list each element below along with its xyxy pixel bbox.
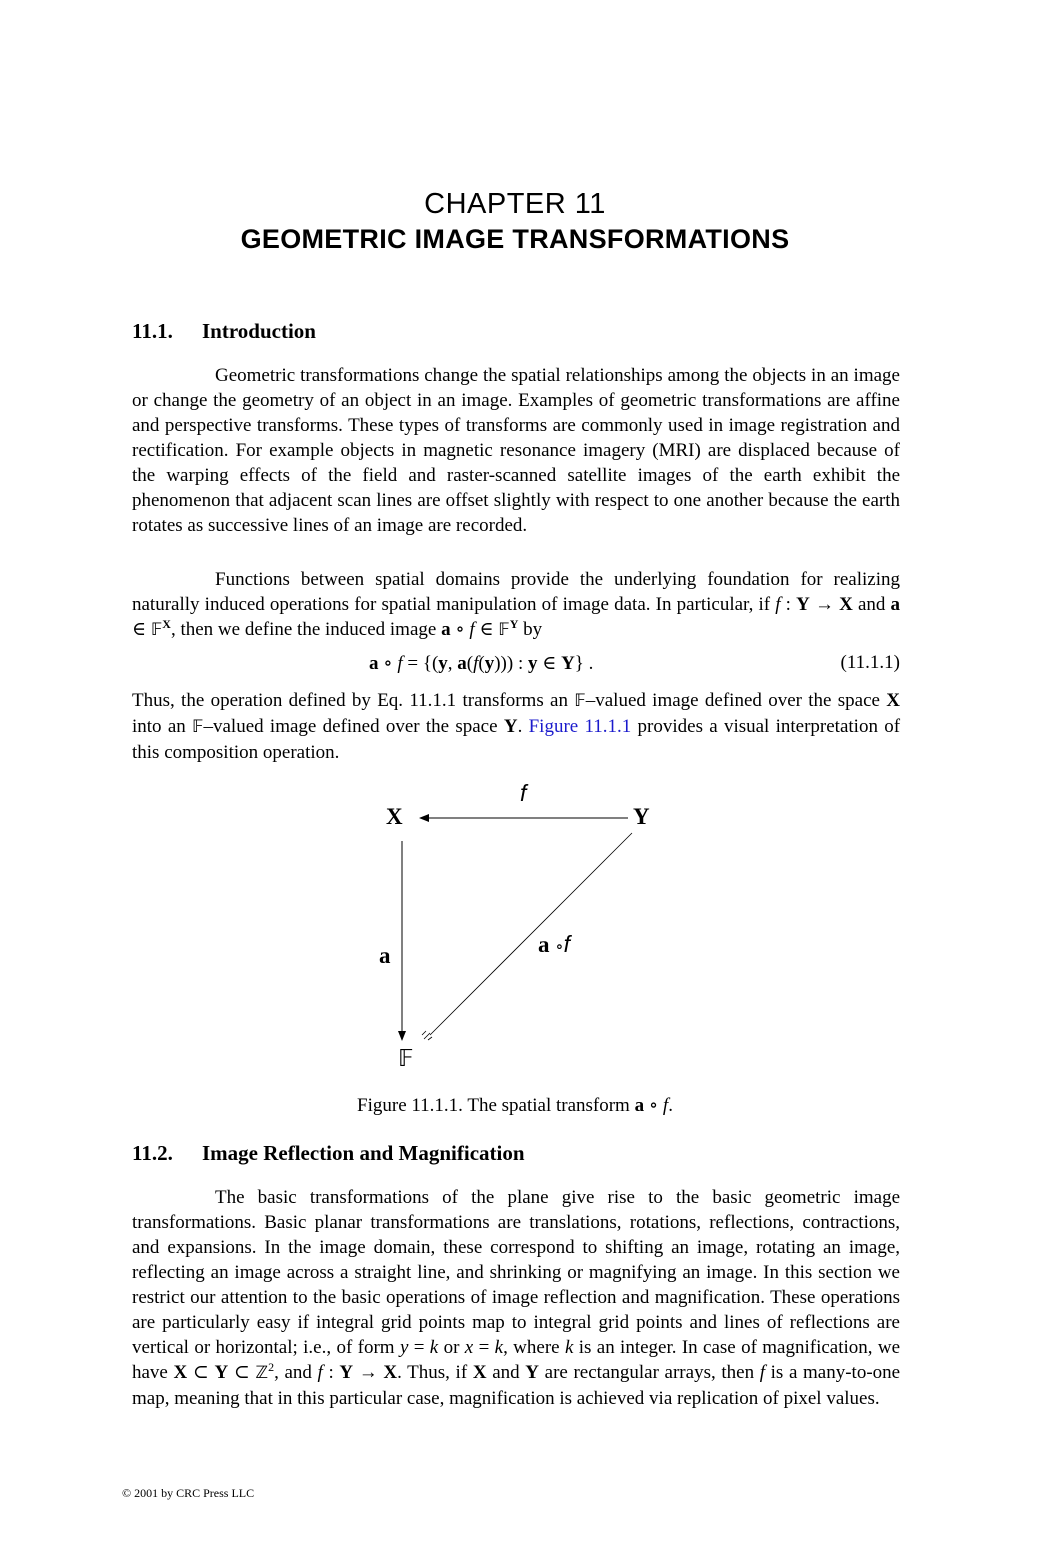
label-composite-f: f xyxy=(563,931,570,957)
diagram-arrows xyxy=(360,775,680,1085)
paragraph: Functions between spatial domains provide the underlying foundation for realizing naturally induced operations for spatial manipulation of image data. In particular, if f : Y → X and a ∈ 𝔽$^X$, then we define the induced image a ∘ f ∈ 𝔽$^Y$ by xyxy=(132,569,901,640)
section-number: 11.1. xyxy=(132,319,173,343)
paragraph-text: , where xyxy=(503,1337,560,1358)
dotted-arrowhead xyxy=(422,1031,432,1040)
paragraph-text: into an xyxy=(132,716,186,737)
paragraph-text: and xyxy=(492,1362,520,1383)
label-a-compose-f: a ∘f xyxy=(538,931,570,957)
paragraph-text: are rectangular arrays, then xyxy=(544,1362,755,1383)
section-title: Image Reflection and Magnification xyxy=(202,1141,525,1165)
label-f: f xyxy=(520,780,527,806)
chapter-title: GEOMETRIC IMAGE TRANSFORMATIONS xyxy=(240,224,790,254)
label-F: 𝔽 xyxy=(398,1045,414,1071)
paragraph-text: and xyxy=(857,594,886,615)
caption-text: Figure 11.1.1. The spatial transform xyxy=(357,1095,630,1116)
commutative-diagram xyxy=(360,775,680,1085)
paragraph xyxy=(132,363,900,538)
paragraph-text: , and xyxy=(274,1362,312,1383)
paragraph: The basic transformations of the plane give rise to the basic geometric image transformations. Basic planar transformations are translations, rotations, reflections, contractions, and expansions. In the image domain, these correspond to shifting an image, rotating an image, reflecting an image across a straight line, and shrinking or magnifying an image. In this section we restrict our attention to the basic operations of image reflection and magnification. These operations are particularly easy if integral grid points map to integral grid points and lines of reflections are vertical or horizontal; i.e., of form y = k or x = k, where k is an integer. In case of magnification, we have X ⊂ Y ⊂ ℤ$^2$, and f : Y → X. Thus, if X and Y are rectangular arrays, then f is a many-to-one map, meaning that in this particular case, magnification is achieved via replication of pixel values. xyxy=(132,1187,901,1409)
paragraph-text: or xyxy=(443,1337,460,1358)
figure-caption: Figure 11.1.1. The spatial transform a ∘ f. xyxy=(357,1095,673,1116)
paragraph-text: provides a visual interpretation of this composition operation. xyxy=(132,716,901,763)
paragraph-text: . Thus, if xyxy=(397,1362,468,1383)
paragraph-text: is an integer. In case of magnification, we have xyxy=(132,1337,901,1383)
paragraph-text: f xyxy=(759,1362,765,1383)
caption-a: a xyxy=(634,1095,645,1116)
section-heading-introduction xyxy=(132,319,316,344)
equation-body: a ∘ f = {(y, a(f(y))) : y ∈ Y} . xyxy=(369,653,594,674)
label-X: X xyxy=(386,804,403,829)
figure-link[interactable]: Figure 11.1.1 xyxy=(528,716,632,737)
paragraph-text: Geometric transformations change the spatial relationships among the objects in an image or change the geometry of an object in an image. Examples of geometric transformations are affine and perspective transforms. These types of transforms are commonly used in image registration and rectification. For example objects in magnetic resonance imagery (MRI) are displaced because of the warping effects of the field and raster-scanned satellite images of the earth exhibit the phenomenon that adjacent scan lines are offset slightly with respect to one another because the earth rotates as successive lines of an image are recorded. xyxy=(132,365,900,536)
chapter-number: CHAPTER 11 xyxy=(424,188,606,220)
paragraph-text: by xyxy=(523,619,543,640)
arrow-a-compose-f xyxy=(430,833,632,1035)
paragraph: Thus, the operation defined by Eq. 11.1.1 transforms an 𝔽–valued image defined over the space X into an 𝔽–valued image defined over the space Y. Figure 11.1.1 provides a visual interpretation of this composition operation. xyxy=(132,690,901,763)
section-title: Introduction xyxy=(202,319,316,343)
section-number: 11.2. xyxy=(132,1141,173,1165)
paragraph-text: –valued image defined over the space xyxy=(585,690,880,711)
equation-11-1-1 xyxy=(132,652,900,677)
caption-f: f xyxy=(662,1095,669,1116)
paragraph-text: Thus, the operation defined by Eq. 11.1.1 transforms an xyxy=(132,690,568,711)
paragraph-text: The basic transformations of the plane give rise to the basic geometric image transformations. Basic planar transformations are translations, rotations, reflections, contractions, and expansions. In the image domain, these correspond to shifting an image, rotating an image, reflecting an image across a straight line, and shrinking or magnifying an image. In this section we restrict our attention to the basic operations of image reflection and magnification. These operations are particularly easy if integral grid points map to integral grid points and lines of reflections are vertical or horizontal; i.e., of form xyxy=(132,1187,900,1358)
section-heading-reflection-magnification xyxy=(132,1141,525,1166)
paragraph-text: –valued image defined over the space xyxy=(203,716,498,737)
equation-number: (11.1.1) xyxy=(840,652,900,673)
copyright-footer: © 2001 by CRC Press LLC xyxy=(122,1486,255,1500)
label-composite-a: a xyxy=(538,932,550,957)
paragraph-text: is a many-to-one map, meaning that in this particular case, magnification is achieved via replication of pixel values. xyxy=(132,1362,901,1409)
paragraph-text: , then we define the induced image xyxy=(170,619,437,640)
label-a: a xyxy=(379,943,391,968)
paragraph-text: Functions between spatial domains provide the underlying foundation for realizing naturally induced operations for spatial manipulation of image data. In particular, if xyxy=(132,569,900,615)
paragraph-text: k xyxy=(564,1337,574,1358)
label-Y: Y xyxy=(633,804,650,829)
